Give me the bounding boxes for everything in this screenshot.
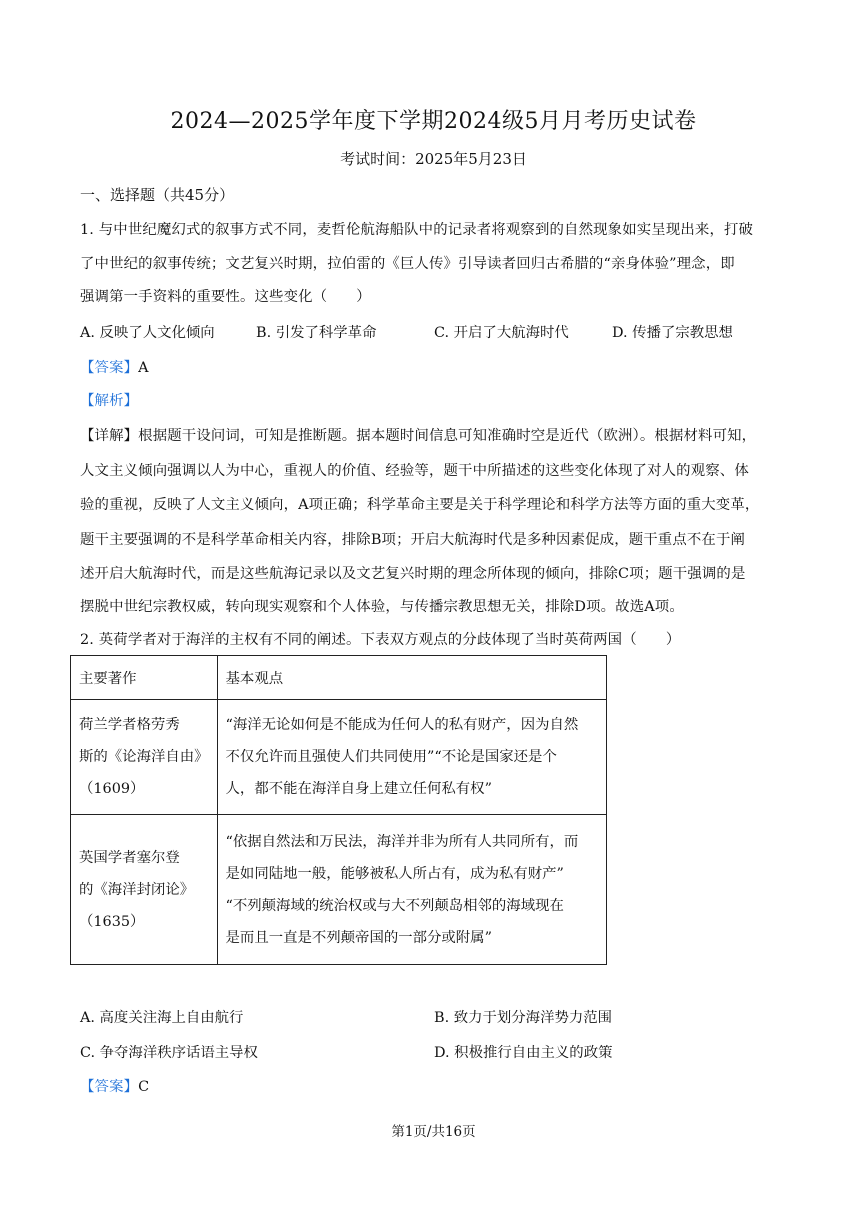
q2-option-b: B. 致力于划分海洋势力范围 bbox=[434, 1010, 613, 1026]
table-cell-view bbox=[217, 815, 606, 965]
analysis-tag: 【解析】 bbox=[80, 393, 139, 409]
table-row bbox=[71, 700, 607, 815]
q1-detail-line: 验的重视，反映了人文主义倾向，A项正确；科学革命主要是关于科学理论和科学方法等方面的重大变革， bbox=[80, 497, 760, 513]
exam-time: 考试时间：2025年5月23日 bbox=[340, 150, 527, 168]
q1-option-d: D. 传播了宗教思想 bbox=[612, 325, 733, 341]
q2-stem: 2. 英荷学者对于海洋的主权有不同的阐述。下表双方观点的分歧体现了当时英荷两国（ ） bbox=[80, 632, 681, 648]
table-cell-view bbox=[217, 700, 606, 815]
cell-line: 斯的《论海洋自由》 bbox=[79, 749, 209, 765]
answer-tag: 【答案】 bbox=[80, 1079, 139, 1095]
cell-line: 荷兰学者格劳秀 bbox=[79, 717, 180, 733]
detail-text: 根据题干设问词，可知是推断题。据本题时间信息可知准确时空是近代（欧洲）。根据材料可知， bbox=[138, 428, 757, 444]
page-footer: 第1页/共16页 bbox=[391, 1124, 476, 1140]
answer-value: A bbox=[138, 360, 149, 376]
cell-line: 的《海洋封闭论》 bbox=[79, 881, 195, 898]
cell-line: 是如同陆地一般，能够被私人所占有，成为私有财产” bbox=[225, 865, 564, 882]
q1-answer bbox=[80, 356, 149, 377]
cell-line: （1635） bbox=[79, 913, 145, 930]
page-title: 2024—2025学年度下学期2024级5月月考历史试卷 bbox=[170, 109, 697, 134]
q2-table bbox=[70, 655, 607, 965]
q1-stem-line: 1. 与中世纪魔幻式的叙事方式不同，麦哲伦航海船队中的记录者将观察到的自然现象如实呈现出来，打破 bbox=[80, 222, 754, 238]
q2-answer bbox=[80, 1075, 149, 1096]
q1-option-c: C. 开启了大航海时代 bbox=[434, 325, 569, 341]
cell-line: （1609） bbox=[79, 781, 145, 797]
detail-tag: 【详解】 bbox=[80, 428, 139, 444]
table-row bbox=[71, 815, 607, 965]
cell-line: 不仅允许而且强使人们共同使用”“不论是国家还是个 bbox=[225, 749, 557, 765]
cell-line: 英国学者塞尔登 bbox=[79, 849, 180, 866]
cell-line: “不列颠海域的统治权或与大不列颠岛相邻的海域现在 bbox=[225, 897, 564, 914]
table-cell-work bbox=[71, 815, 218, 965]
cell-line: “海洋无论如何是不能成为任何人的私有财产，因为自然 bbox=[225, 717, 579, 733]
answer-tag: 【答案】 bbox=[80, 360, 139, 376]
q2-option-a: A. 高度关注海上自由航行 bbox=[80, 1010, 244, 1026]
q1-detail-line: 题干主要强调的不是科学革命相关内容，排除B项；开启大航海时代是多种因素促成，题干重点不在于阐 bbox=[80, 532, 746, 548]
cell-line: 人，都不能在海洋自身上建立任何私有权” bbox=[225, 781, 492, 797]
table-cell-work bbox=[71, 700, 218, 815]
section-heading: 一、选择题（共45分） bbox=[80, 186, 235, 204]
q1-detail-line: 摆脱中世纪宗教权威，转向现实观察和个人体验，与传播宗教思想无关，排除D项。故选A项。 bbox=[80, 599, 684, 615]
q1-stem-line: 了中世纪的叙事传统；文艺复兴时期，拉伯雷的《巨人传》引导读者回归古希腊的“亲身体验”理念，即 bbox=[80, 256, 735, 272]
q2-option-d: D. 积极推行自由主义的政策 bbox=[434, 1045, 613, 1061]
q1-option-a: A. 反映了人文化倾向 bbox=[80, 325, 215, 341]
cell-line: 是而且一直是不列颠帝国的一部分或附属” bbox=[225, 929, 492, 946]
q1-detail-line bbox=[80, 424, 756, 445]
table-header-cell: 基本观点 bbox=[217, 656, 606, 700]
q2-option-c: C. 争夺海洋秩序话语主导权 bbox=[80, 1045, 258, 1061]
table-header-row bbox=[71, 656, 607, 700]
q1-detail-line: 人文主义倾向强调以人为中心，重视人的价值、经验等，题干中所描述的这些变化体现了对人的观察、体 bbox=[80, 463, 749, 479]
q1-option-b: B. 引发了科学革命 bbox=[256, 325, 377, 341]
q1-stem-line: 强调第一手资料的重要性。这些变化（ ） bbox=[80, 289, 371, 305]
answer-value: C bbox=[138, 1079, 150, 1095]
table-header-cell: 主要著作 bbox=[71, 656, 218, 700]
cell-line: “依据自然法和万民法，海洋并非为所有人共同所有，而 bbox=[225, 833, 579, 850]
q1-detail-line: 述开启大航海时代，而是这些航海记录以及文艺复兴时期的理念所体现的倾向，排除C项；题干强调的是 bbox=[80, 566, 746, 582]
